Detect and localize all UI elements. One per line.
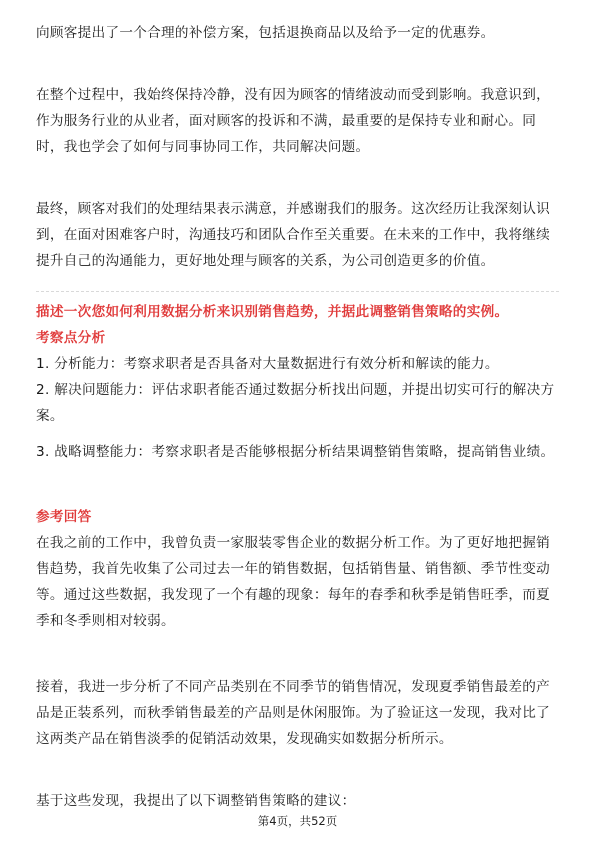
analysis-item: 3. 战略调整能力：考察求职者是否能够根据分析结果调整销售策略，提高销售业绩。 <box>36 444 555 460</box>
answer-heading: 参考回答 <box>36 509 92 525</box>
analysis-item: 2. 解决问题能力：评估求职者能否通过数据分析找出问题，并提出切实可行的解决方案。 <box>36 382 555 424</box>
paragraph: 在整个过程中，我始终保持冷静，没有因为顾客的情绪波动而受到影响。我意识到，作为服务行业的从业者，面对顾客的投诉和不满，最重要的是保持专业和耐心。同时，我也学会了如何与同事协同工作，共同解决问题。 <box>36 87 551 155</box>
answer-paragraph: 基于这些发现，我提出了以下调整销售策略的建议： <box>36 793 356 809</box>
page-number: 第4页，共52页 <box>257 814 338 828</box>
paragraph: 最终，顾客对我们的处理结果表示满意，并感谢我们的服务。这次经历让我深刻认识到，在面对困难客户时，沟通技巧和团队合作至关重要。在未来的工作中，我将继续提升自己的沟通能力，更好地处理与顾客的关系，为公司创造更多的价值。 <box>36 201 551 269</box>
answer-paragraph: 在我之前的工作中，我曾负责一家服装零售企业的数据分析工作。为了更好地把握销售趋势，我首先收集了公司过去一年的销售数据，包括销售量、销售额、季节性变动等。通过这些数据，我发现了一个有趣的现象：每年的春季和秋季是销售旺季，而夏季和冬季则相对较弱。 <box>36 535 551 629</box>
paragraph: 向顾客提出了一个合理的补偿方案，包括退换商品以及给予一定的优惠券。 <box>36 25 495 41</box>
answer-paragraph: 接着，我进一步分析了不同产品类别在不同季节的销售情况，发现夏季销售最差的产品是正装系列，而秋季销售最差的产品则是休闲服饰。为了验证这一发现，我对比了这两类产品在销售淡季的促销活动效果，发现确实如数据分析所示。 <box>36 679 551 747</box>
analysis-heading: 考察点分析 <box>36 330 106 346</box>
analysis-item: 1. 分析能力：考察求职者是否具备对大量数据进行有效分析和解读的能力。 <box>36 356 499 372</box>
interview-question: 描述一次您如何利用数据分析来识别销售趋势，并据此调整销售策略的实例。 <box>36 304 509 320</box>
section-divider <box>36 291 559 292</box>
